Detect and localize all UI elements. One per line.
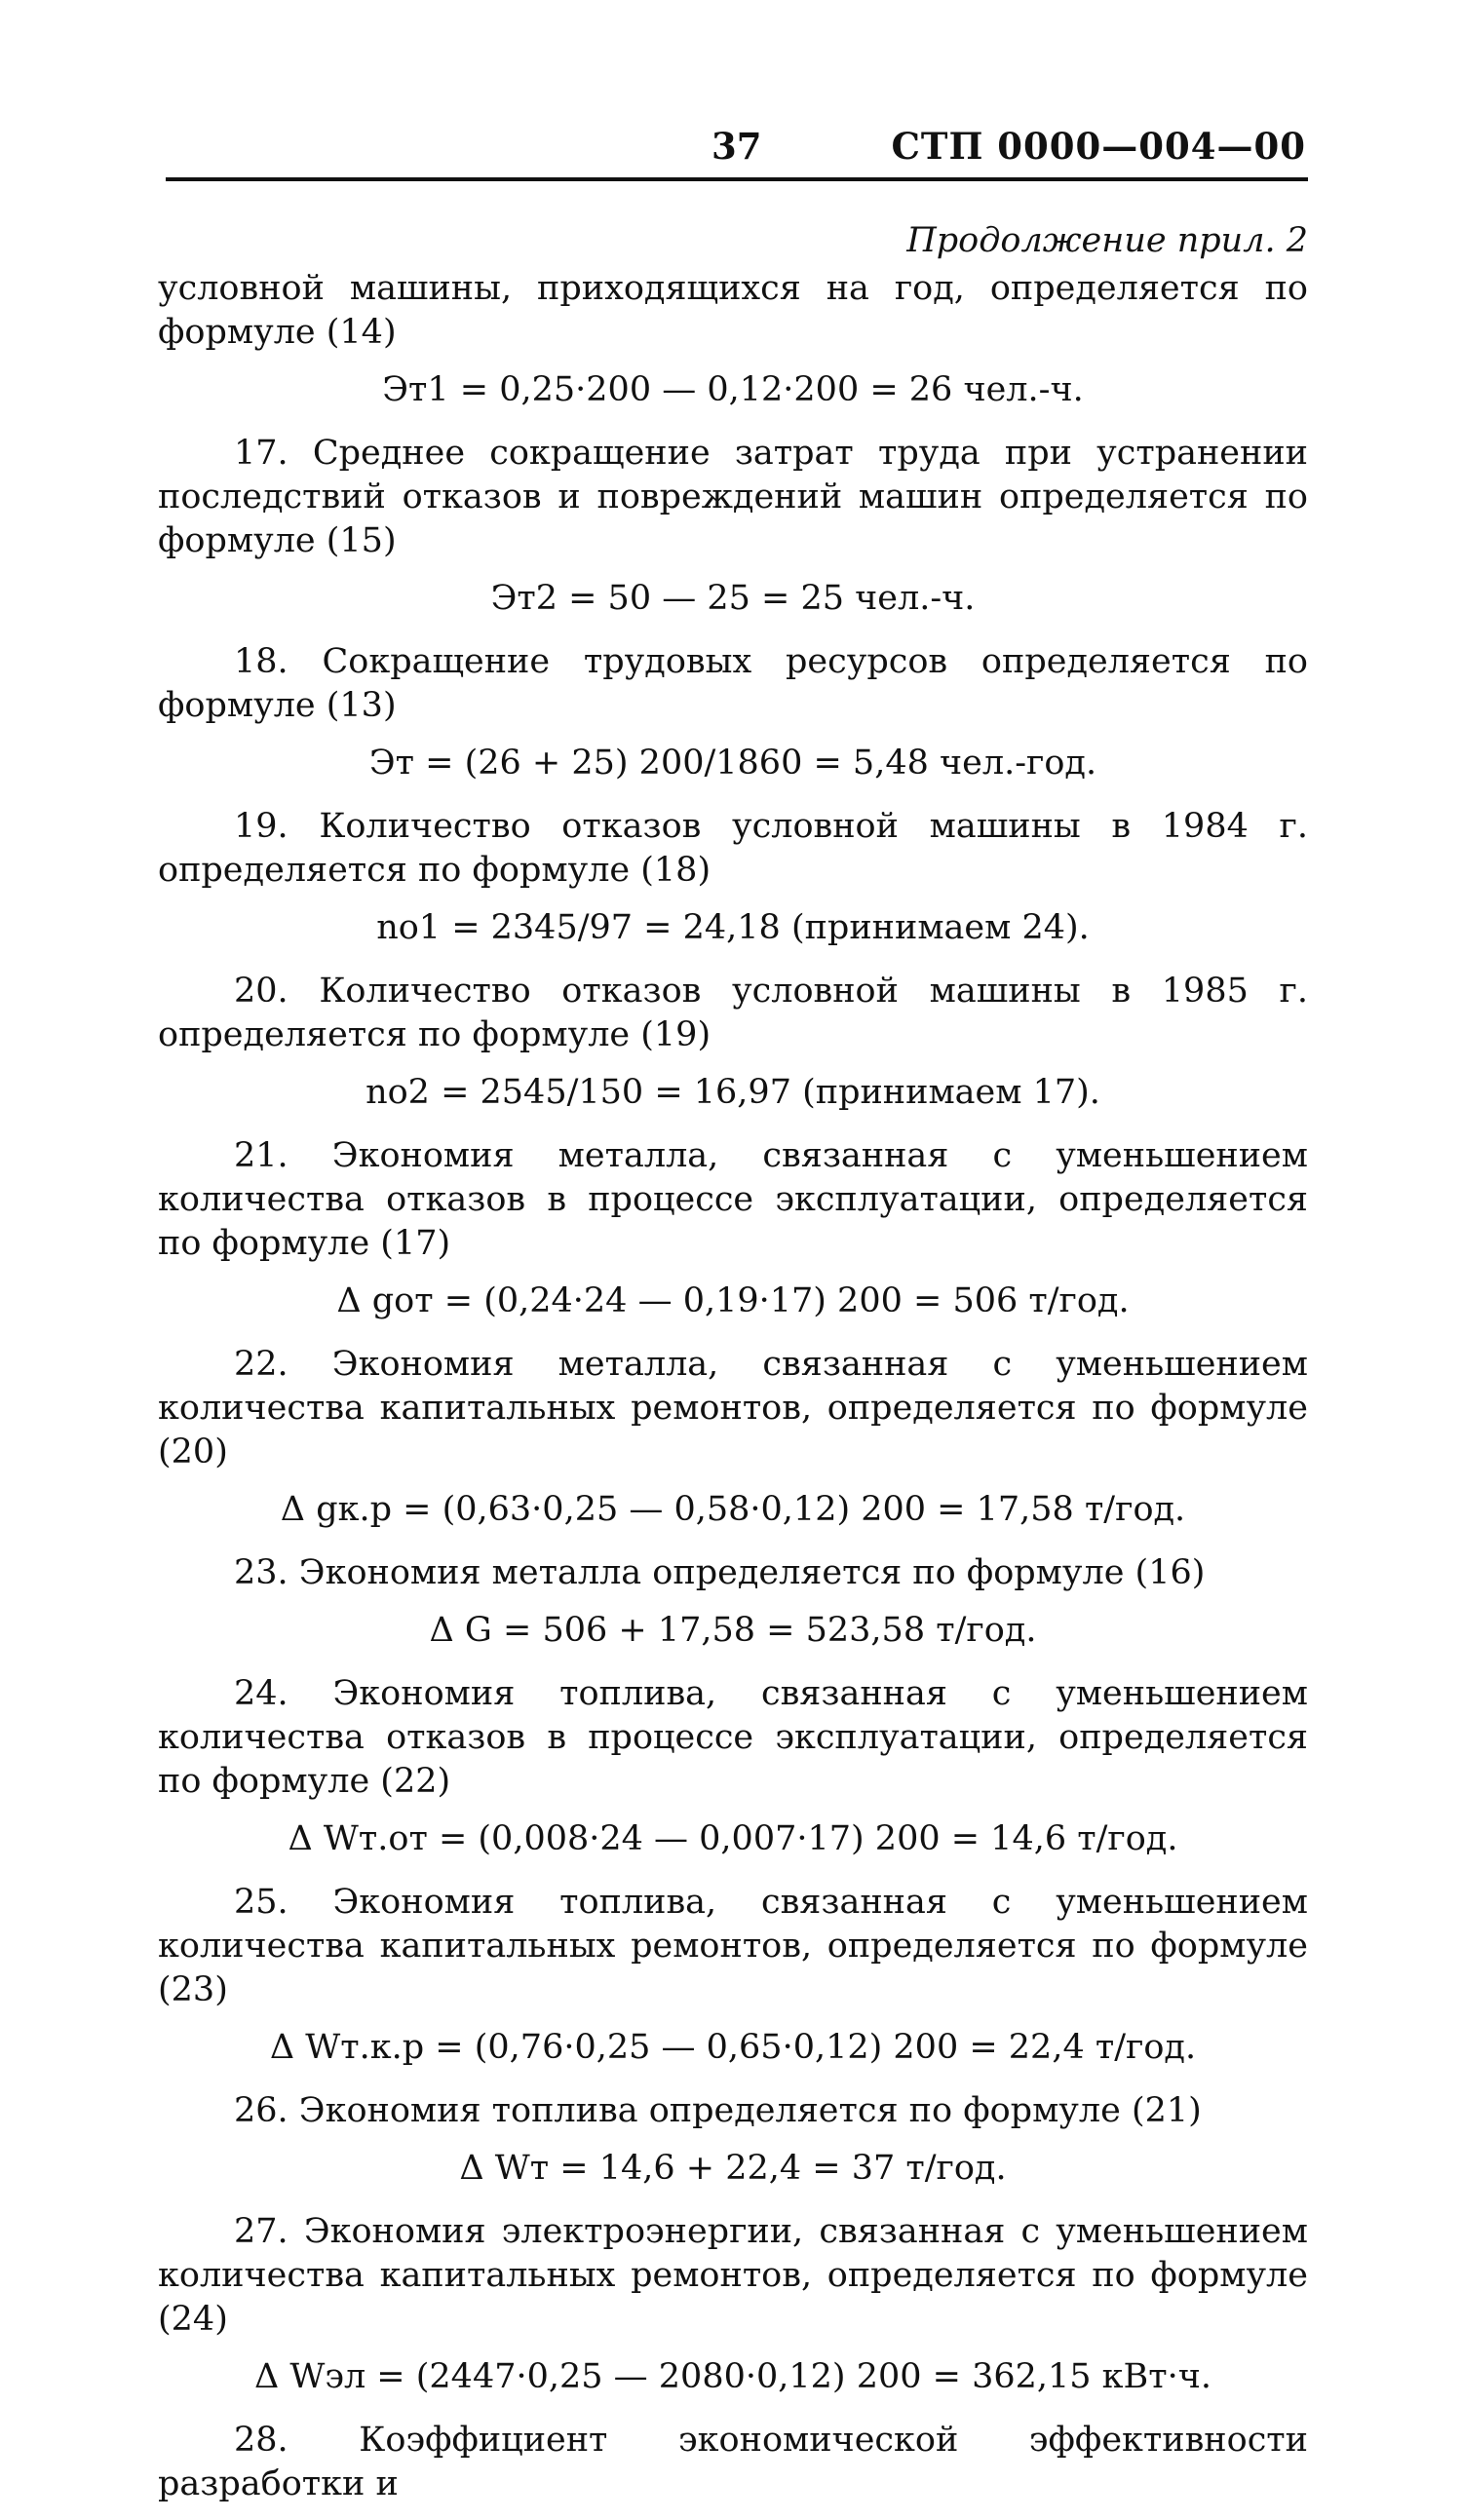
text-blocks <box>158 267 1308 2506</box>
numbered-paragraph: 22. Экономия металла, связанная с уменьшением количества капитальных ремонтов, определяется по формуле (20) <box>158 1345 1308 1471</box>
formula: Δ gк.р = (0,63·0,25 — 0,58·0,12) 200 = 17,58 т/год. <box>280 1490 1186 1529</box>
numbered-paragraph: 26. Экономия топлива определяется по формуле (21) <box>234 2091 1202 2130</box>
numbered-paragraph: 17. Среднее сокращение затрат труда при устранении последствий отказов и повреждений машин определяется по формуле (15) <box>158 434 1308 560</box>
numbered-paragraph: 27. Экономия электроэнергии, связанная с уменьшением количества капитальных ремонтов, определяется по формуле (24) <box>158 2212 1308 2339</box>
formula: Δ Wт.от = (0,008·24 — 0,007·17) 200 = 14,6 т/год. <box>288 1819 1178 1858</box>
numbered-paragraph: 24. Экономия топлива, связанная с уменьшением количества отказов в процессе эксплуатации, определяется по формуле (22) <box>158 1674 1308 1801</box>
document-code: СТП 0000—004—00 <box>891 125 1306 168</box>
page-number: 37 <box>711 125 762 168</box>
numbered-paragraph: 19. Количество отказов условной машины в 1984 г. определяется по формуле (18) <box>158 807 1308 890</box>
numbered-paragraph: 25. Экономия топлива, связанная с уменьшением количества капитальных ремонтов, определяется по формуле (23) <box>158 1883 1308 2009</box>
formula: nо2 = 2545/150 = 16,97 (принимаем 17). <box>365 1073 1100 1112</box>
header-rule <box>166 177 1308 181</box>
numbered-paragraph: 21. Экономия металла, связанная с уменьшением количества отказов в процессе эксплуатации, определяется по формуле (17) <box>158 1136 1308 1263</box>
formula: Эт1 = 0,25·200 — 0,12·200 = 26 чел.-ч. <box>382 370 1084 409</box>
numbered-paragraph: 23. Экономия металла определяется по формуле (16) <box>234 1553 1206 1592</box>
formula: Δ Wэл = (2447·0,25 — 2080·0,12) 200 = 362,15 кВт·ч. <box>253 2357 1212 2396</box>
formula: nо1 = 2345/97 = 24,18 (принимаем 24). <box>376 908 1090 947</box>
formula: Эт2 = 50 — 25 = 25 чел.-ч. <box>490 579 976 618</box>
page-header <box>166 125 1306 173</box>
numbered-paragraph: 18. Сокращение трудовых ресурсов определяется по формуле (13) <box>158 642 1308 725</box>
numbered-paragraph: 20. Количество отказов условной машины в 1985 г. определяется по формуле (19) <box>158 972 1308 1054</box>
formula: Δ gот = (0,24·24 — 0,19·17) 200 = 506 т/год. <box>336 1281 1130 1320</box>
formula: Δ Wт.к.р = (0,76·0,25 — 0,65·0,12) 200 = 22,4 т/год. <box>269 2028 1197 2067</box>
formula: Эт = (26 + 25) 200/1860 = 5,48 чел.-год. <box>368 744 1097 783</box>
paragraph: условной машины, приходящихся на год, определяется по формуле (14) <box>158 269 1308 352</box>
formula: Δ G = 506 + 17,58 = 523,58 т/год. <box>429 1611 1037 1650</box>
continuation-label: Продолжение прил. 2 <box>906 221 1308 260</box>
numbered-paragraph: 28. Коэффициент экономической эффективности разработки и <box>158 2421 1308 2503</box>
page-content <box>158 219 1308 2520</box>
formula: Δ Wт = 14,6 + 22,4 = 37 т/год. <box>459 2149 1007 2188</box>
